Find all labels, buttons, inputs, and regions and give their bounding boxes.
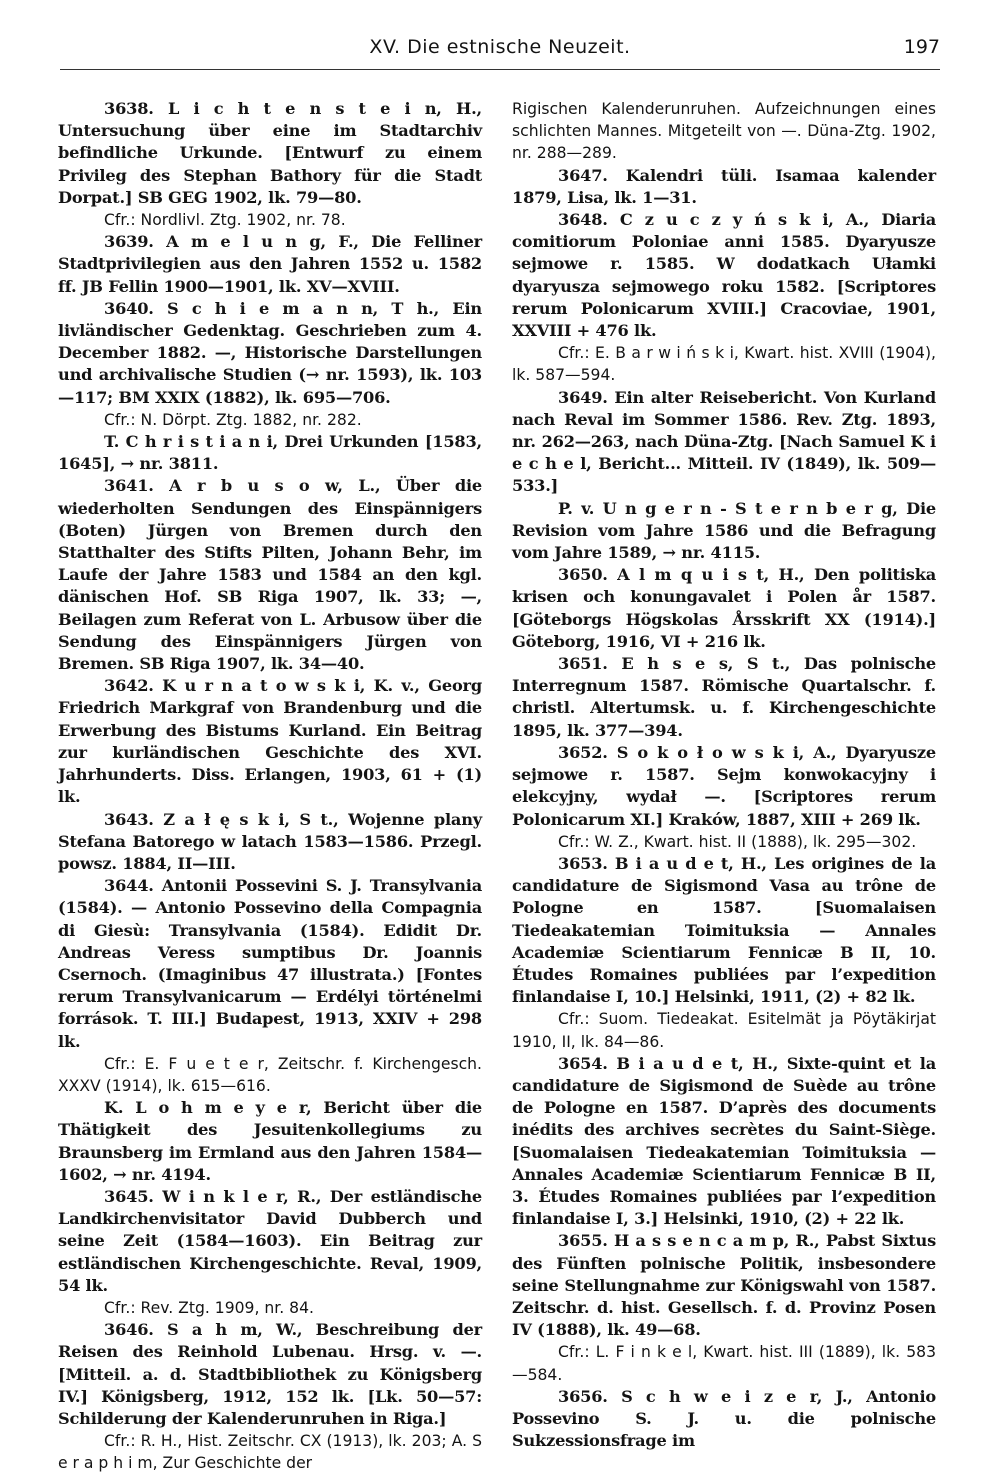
- right-column: [512, 98, 936, 1452]
- bibliography-entry: 3643. Z a ł ę s k i, S t., Wojenne plany Stefana Batorego w latach 1583—1586. Przegl. powsz. 1884, II—III.: [58, 809, 482, 873]
- bibliography-entry: Cfr.: R. H., Hist. Zeitschr. CX (1913), lk. 203; A. S e r a p h i m, Zur Geschichte der: [58, 1432, 482, 1473]
- bibliography-entry: 3638. L i c h t e n s t e i n, H., Untersuchung über eine im Stadtarchiv befindliche Urkunde. [Entwurf zu einem Privileg des Stephan Bathory für die Stadt Dorpat.] SB GEG 1902, lk. 79—80.: [58, 99, 482, 207]
- bibliography-entry: Cfr.: E. F u e t e r, Zeitschr. f. Kirchengesch. XXXV (1914), lk. 615—616.: [58, 1054, 482, 1095]
- bibliography-entry: 3648. C z u c z y ń s k i, A., Diaria comitiorum Poloniae anni 1585. Dyaryusze sejmowe r. 1585. W dodatkach Ułamki dyaryusza sejmowego roku 1582. [Scriptores rerum Polonicarum XVIII.] Cracoviae, 1901, XXVIII + 476 lk.: [512, 210, 936, 341]
- bibliography-entry: 3654. B i a u d e t, H., Sixte-quint et la candidature de Sigismond de Suède au trône de Pologne en 1587. D’après des documents inédits des archives secrètes du Saint-Siège. [Suomalaisen Tiedeakatemian Toimituksia — Annales Academiæ Scientiarum Fennicæ B II, 3. Études Romaines publiées par l’expedition finlandaise I, 3.] Helsinki, 1910, (2) + 22 lk.: [512, 1053, 936, 1229]
- bibliography-entry: 3641. A r b u s o w, L., Über die wiederholten Sendungen des Einspännigers (Boten) Jürgen von Bremen durch den Statthalter des Stifts Pilten, Johann Behr, im Laufe der Jahre 1583 und 1584 an den kgl. dänischen Hof. SB Riga 1907, lk. 33; —, Beilagen zum Referat von L. Arbusow über die Sendung des Einspännigers Jürgen von Bremen. SB Riga 1907, lk. 34—40.: [58, 476, 482, 674]
- bibliography-entry: Cfr.: W. Z., Kwart. hist. II (1888), lk. 295—302.: [558, 832, 917, 851]
- header-rule: [60, 69, 940, 70]
- bibliography-entry: 3640. S c h i e m a n n, T h., Ein livländischer Gedenktag. Geschrieben zum 4. December 1882. —, Historische Darstellungen und archivalische Studien (→ nr. 1593), lk. 103—117; BM XXIX (1882), lk. 695—706.: [58, 298, 482, 407]
- page-number: 197: [903, 36, 940, 58]
- bibliography-entry: 3653. B i a u d e t, H., Les origines de la candidature de Sigismond Vasa au trône de Pologne en 1587. [Suomalaisen Tiedeakatemian Toimituksia — Annales Academiæ Scientiarum Fennicæ B II, 10. Études Romaines publiées par l’expedition finlandaise I, 10.] Helsinki, 1911, (2) + 82 lk.: [512, 853, 936, 1007]
- left-column: [58, 98, 482, 1475]
- bibliography-entry: Cfr.: Rev. Ztg. 1909, nr. 84.: [104, 1298, 314, 1317]
- bibliography-entry: 3646. S a h m, W., Beschreibung der Reisen des Reinhold Lubenau. Hrsg. v. —. [Mitteil. a. d. Stadtbibliothek zu Königsberg IV.] Königsberg, 1912, 152 lk. [Lk. 50—57: Schilderung der Kalenderunruhen in Riga.]: [58, 1320, 482, 1428]
- bibliography-entry: 3650. A l m q u i s t, H., Den politiska krisen och konungavalet i Polen år 1587. [Göteborgs Högskolas Årsskrift XX (1914).] Göteborg, 1916, VI + 216 lk.: [512, 565, 936, 651]
- bibliography-entry: P. v. U n g e r n - S t e r n b e r g, Die Revision vom Jahre 1586 und die Befragung vom Jahre 1589, → nr. 4115.: [512, 498, 936, 563]
- bibliography-entry: 3652. S o k o ł o w s k i, A., Dyaryusze sejmowe r. 1587. Sejm konwokacyjny i elekcyjny, wydał —. [Scriptores rerum Polonicarum XI.] Kraków, 1887, XIII + 269 lk.: [512, 742, 936, 829]
- bibliography-entry: 3655. H a s s e n c a m p, R., Pabst Sixtus des Fünften polnische Politik, insbesondere seine Stellungnahme zur Königswahl von 1587. Zeitschr. d. hist. Gesellsch. f. d. Provinz Posen IV (1888), lk. 49—68.: [512, 1231, 936, 1340]
- bibliography-entry: Cfr.: E. B a r w i ń s k i, Kwart. hist. XVIII (1904), lk. 587—594.: [512, 344, 936, 385]
- running-header: [60, 36, 940, 70]
- bibliography-entry: 3647. Kalendri tüli. Isamaa kalender 1879, Lisa, lk. 1—31.: [512, 165, 936, 207]
- bibliography-entry: 3649. Ein alter Reisebericht. Von Kurland nach Reval im Sommer 1586. Rev. Ztg. 1893, nr. 262—263, nach Düna-Ztg. [Nach Samuel K i e c h e l, Bericht... Mitteil. IV (1849), lk. 509—533.]: [512, 387, 936, 496]
- bibliography-entry: Cfr.: Nordlivl. Ztg. 1902, nr. 78.: [104, 211, 346, 230]
- bibliography-entry: 3644. Antonii Possevini S. J. Transylvania (1584). — Antonio Possevino della Compagnia di Giesù: Transylvania (1584). Edidit Dr. Andreas Veress sumptibus Dr. Joannis Csernoch. (Imaginibus 47 illustrata.) [Fontes rerum Transylvanicarum — Erdélyi történelmi források. T. III.] Budapest, 1913, XXIV + 298 lk.: [58, 876, 482, 1051]
- bibliography-entry: 3656. S c h w e i z e r, J., Antonio Possevino S. J. u. die polnische Sukzessionsfrage im: [512, 1386, 936, 1451]
- bibliography-entry: 3645. W i n k l e r, R., Der estländische Landkirchenvisitator David Dubberch und seine Zeit (1584—1603). Ein Beitrag zur estländischen Kirchengeschichte. Reval, 1909, 54 lk.: [58, 1186, 482, 1295]
- bibliography-entry: 3639. A m e l u n g, F., Die Felliner Stadtprivilegien aus den Jahren 1552 u. 1582 ff. JB Fellin 1900—1901, lk. XV—XVIII.: [58, 232, 482, 296]
- bibliography-entry: T. C h r i s t i a n i, Drei Urkunden [1583, 1645], → nr. 3811.: [58, 432, 482, 474]
- bibliography-entry: 3651. E h s e s, S t., Das polnische Interregnum 1587. Römische Quartalschr. f. christl. Altertumsk. u. f. Kirchengeschichte 1895, lk. 377—394.: [512, 654, 936, 740]
- bibliography-entry: Cfr.: L. F i n k e l, Kwart. hist. III (1889), lk. 583—584.: [512, 1343, 936, 1384]
- bibliography-entry: Rigischen Kalenderunruhen. Aufzeichnungen eines schlichten Mannes. Mitgeteilt von —. Düna-Ztg. 1902, nr. 288—289.: [512, 100, 936, 163]
- bibliography-entry: K. L o h m e y e r, Bericht über die Thätigkeit des Jesuitenkollegiums zu Braunsberg im Ermland aus den Jahren 1584—1602, → nr. 4194.: [58, 1098, 482, 1184]
- bibliography-entry: 3642. K u r n a t o w s k i, K. v., Georg Friedrich Markgraf von Brandenburg und die Erwerbung des Bistums Kurland. Ein Beitrag zur kurländischen Geschichte des XVI. Jahrhunderts. Diss. Erlangen, 1903, 61 + (1) lk.: [58, 676, 482, 807]
- bibliography-entry: Cfr.: Suom. Tiedeakat. Esitelmät ja Pöytäkirjat 1910, II, lk. 84—86.: [512, 1010, 936, 1051]
- bibliography-entry: Cfr.: N. Dörpt. Ztg. 1882, nr. 282.: [104, 410, 362, 429]
- chapter-title: XV. Die estnische Neuzeit.: [369, 36, 631, 58]
